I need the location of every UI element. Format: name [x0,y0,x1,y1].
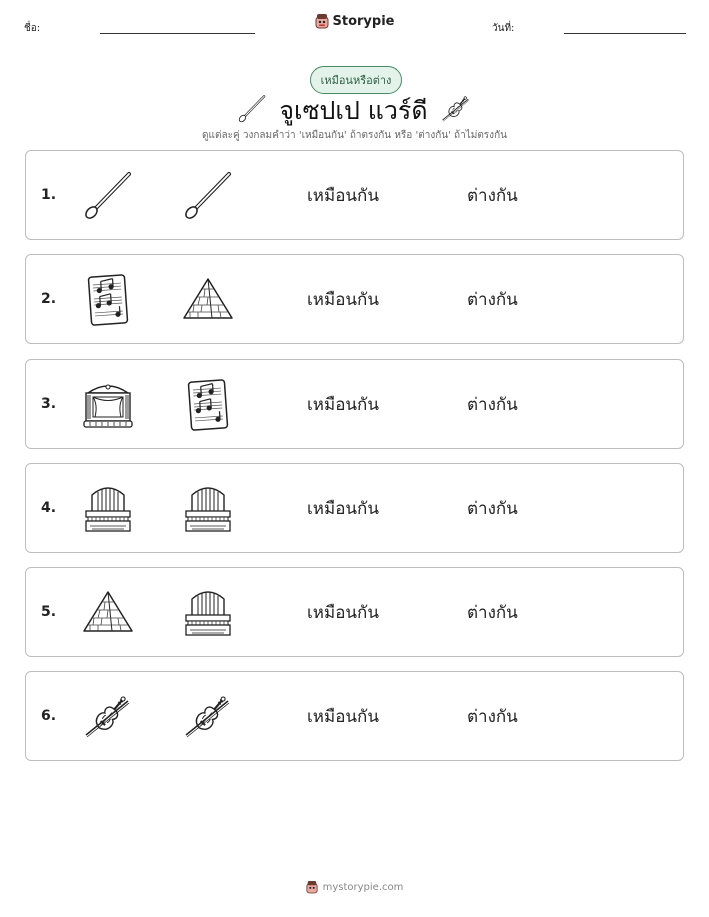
brand-name: Storypie [332,13,395,29]
instructions: ดูแต่ละคู่ วงกลมคำว่า 'เหมือนกัน' ถ้าตรงกัน หรือ 'ต่างกัน' ถ้าไม่ตรงกัน [202,130,507,141]
different-option[interactable]: ต่างกัน [467,498,518,519]
exercise-row [25,254,684,344]
same-option[interactable]: เหมือนกัน [307,498,379,519]
baton-icon [82,170,134,222]
brand [0,13,709,33]
page-title: จูเซปเป แวร์ดี [279,96,428,125]
same-option[interactable]: เหมือนกัน [307,185,379,206]
storypie-logo-icon [306,880,318,894]
title-row [0,91,709,131]
row-number: 4. [41,500,57,516]
baton-icon [237,94,267,128]
exercise-row [25,567,684,657]
violin-icon [440,93,472,129]
violin-icon [82,691,134,743]
same-option[interactable]: เหมือนกัน [307,706,379,727]
date-label: วันที่: [492,23,515,34]
different-option[interactable]: ต่างกัน [467,185,518,206]
sheet-music-icon [182,379,234,431]
different-option[interactable]: ต่างกัน [467,394,518,415]
date-field[interactable] [564,33,686,34]
same-option[interactable]: เหมือนกัน [307,289,379,310]
pipe-organ-icon [82,483,134,535]
row-number: 6. [41,708,57,724]
footer [0,880,709,894]
pyramid-icon [182,274,234,326]
baton-icon [182,170,234,222]
same-option[interactable]: เหมือนกัน [307,394,379,415]
opera-stage-icon [82,379,134,431]
pipe-organ-icon [182,587,234,639]
footer-site: mystorypie.com [322,881,404,893]
exercise-row [25,463,684,553]
exercise-row [25,359,684,449]
different-option[interactable]: ต่างกัน [467,289,518,310]
pyramid-icon [82,587,134,639]
storypie-logo-icon [315,13,329,29]
exercise-row [25,150,684,240]
pipe-organ-icon [182,483,234,535]
row-number: 2. [41,291,57,307]
worksheet-type-badge: เหมือนหรือต่าง [310,66,402,94]
name-field[interactable] [100,33,255,34]
row-number: 3. [41,396,57,412]
row-number: 1. [41,187,57,203]
violin-icon [182,691,234,743]
row-number: 5. [41,604,57,620]
name-label: ชื่อ: [24,23,41,34]
different-option[interactable]: ต่างกัน [467,706,518,727]
sheet-music-icon [82,274,134,326]
different-option[interactable]: ต่างกัน [467,602,518,623]
same-option[interactable]: เหมือนกัน [307,602,379,623]
exercise-row [25,671,684,761]
